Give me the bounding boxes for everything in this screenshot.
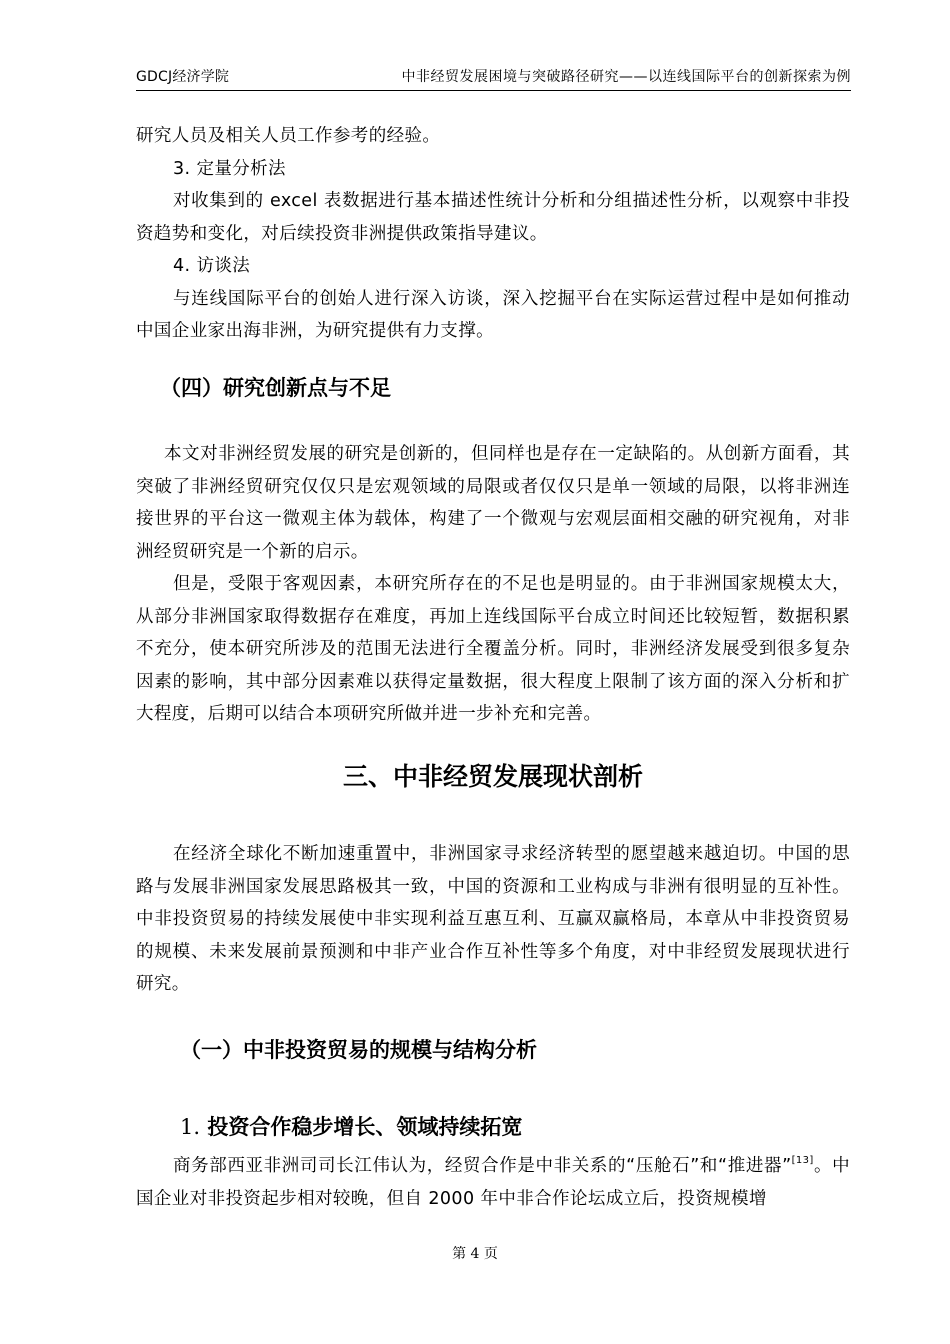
last-paragraph — [136, 1150, 850, 1215]
section-heading-innovation: （四）研究创新点与不足 — [160, 376, 391, 400]
last-paragraph-part-b: 。中国企业对非投资起步相对较晚，但自 2000 年中非合作论坛成立后，投资规模增 — [136, 1156, 850, 1209]
last-paragraph-text — [136, 1150, 850, 1215]
method-4-title: 4. 访谈法 — [173, 256, 251, 276]
innovation-paragraph-1: 本文对非洲经贸发展的研究是创新的，但同样也是存在一定缺陷的。从创新方面看，其突破了非洲经贸研究仅仅只是宏观领域的局限或者仅仅只是单一领域的局限，以将非洲连接世界的平台这一微观主体为载体，构建了一个微观与宏观层面相交融的研究视角，对非洲经贸研究是一个新的启示。 — [136, 444, 850, 562]
subsubsection-title: 投资合作稳步增长、领域持续拓宽 — [207, 1115, 523, 1139]
innovation-section — [136, 438, 850, 731]
method-4-body: 与连线国际平台的创始人进行深入访谈，深入挖掘平台在实际运营过程中是如何推动中国企业家出海非洲，为研究提供有力支撑。 — [136, 288, 850, 341]
citation-13: [13] — [791, 1155, 814, 1166]
chapter-intro-paragraph: 在经济全球化不断加速重置中，非洲国家寻求经济转型的愿望越来越迫切。中国的思路与发展非洲国家发展思路极其一致，中国的资源和工业构成与非洲有很明显的互补性。中非投资贸易的持续发展使中非实现利益互惠互利、互赢双赢格局，本章从中非投资贸易的规模、未来发展前景预测和中非产业合作互补性等多个角度，对中非经贸发展现状进行研究。 — [136, 844, 850, 994]
paragraph-continuation: 研究人员及相关人员工作参考的经验。 — [136, 126, 441, 146]
methods-section — [136, 120, 850, 348]
page-header — [136, 66, 851, 91]
method-3-body: 对收集到的 excel 表数据进行基本描述性统计分析和分组描述性分析，以观察中非投资趋势和变化，对后续投资非洲提供政策指导建议。 — [136, 191, 850, 244]
subsection-heading: （一）中非投资贸易的规模与结构分析 — [180, 1038, 537, 1062]
header-title: 中非经贸发展困境与突破路径研究——以连线国际平台的创新探索为例 — [401, 69, 851, 85]
chapter-heading: 三、中非经贸发展现状剖析 — [342, 762, 643, 791]
header-institution: GDCJ经济学院 — [136, 69, 230, 85]
last-paragraph-part-a: 商务部西亚非洲司司长江伟认为，经贸合作是中非关系的“压舱石”和“推进器” — [173, 1156, 792, 1176]
page-number: 第 4 页 — [452, 1246, 498, 1262]
subsubsection-heading — [180, 1112, 522, 1142]
chapter-intro — [136, 838, 850, 1001]
innovation-paragraph-2: 但是，受限于客观因素，本研究所存在的不足也是明显的。由于非洲国家规模太大，从部分非洲国家取得数据存在难度，再加上连线国际平台成立时间还比较短暂，数据积累不充分，使本研究所涉及的范围无法进行全覆盖分析。同时，非洲经济发展受到很多复杂因素的影响，其中部分因素难以获得定量数据，很大程度上限制了该方面的深入分析和扩大程度，后期可以结合本项研究所做并进一步补充和完善。 — [136, 574, 850, 724]
subsubsection-number: 1. — [180, 1115, 201, 1139]
method-3-title: 3. 定量分析法 — [173, 158, 286, 179]
